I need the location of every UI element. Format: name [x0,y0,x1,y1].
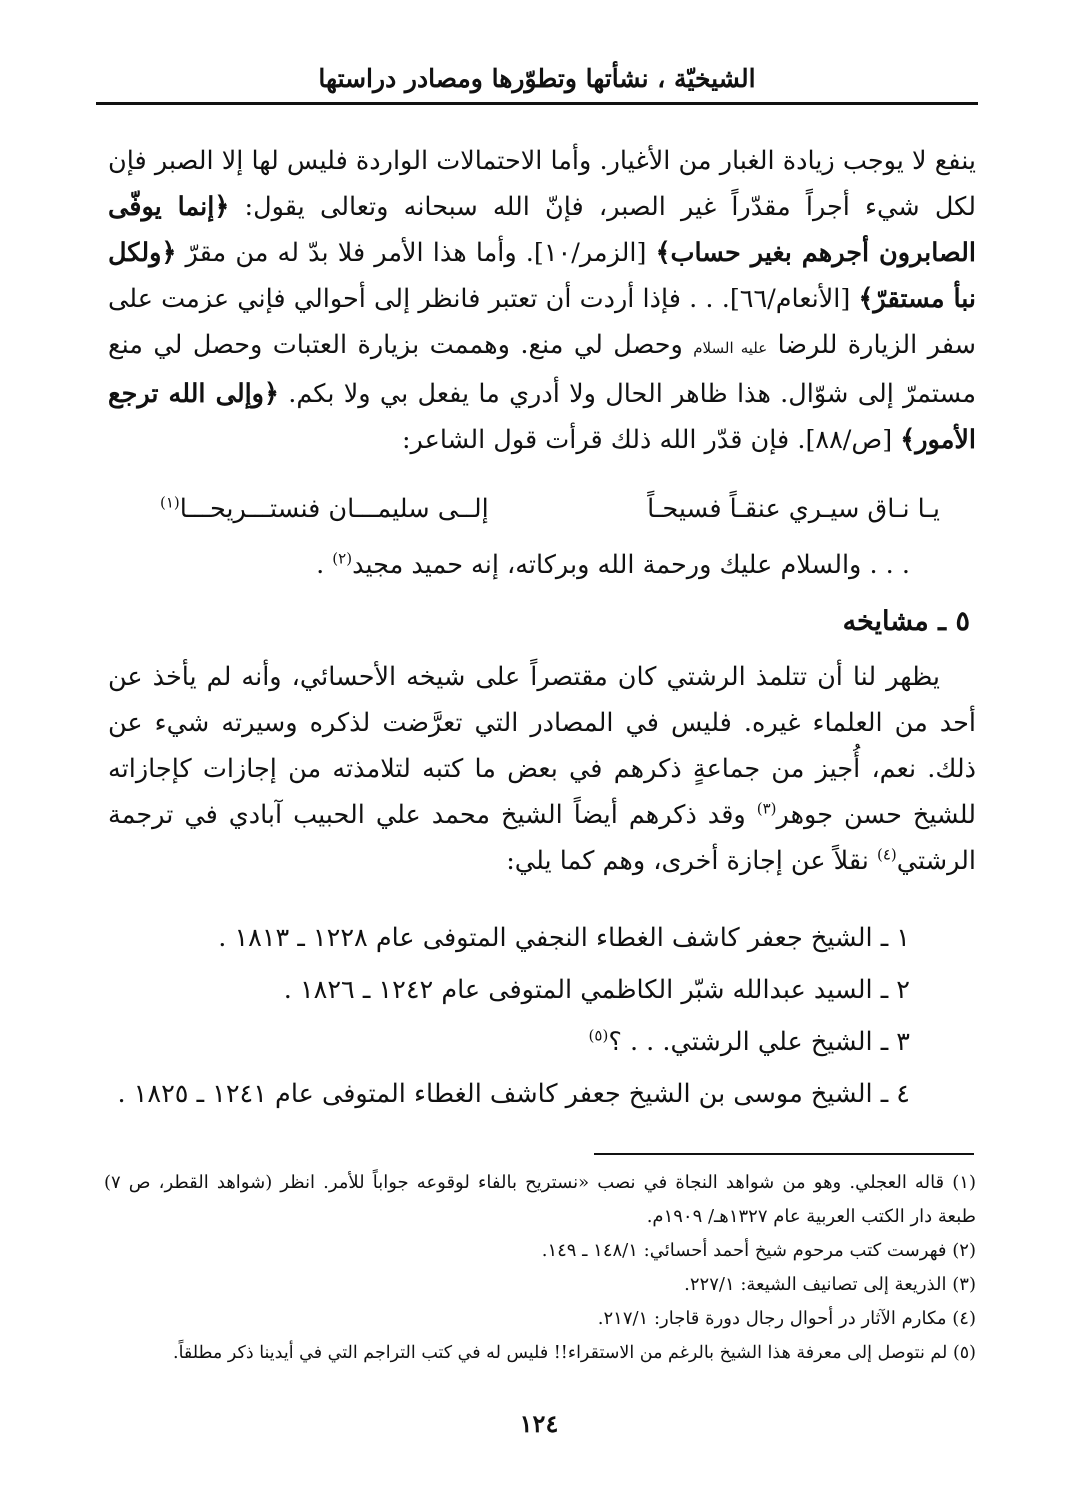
verse-hemistich-2: إلــى سليمـــان فنستـــريحـــا [179,494,489,524]
closing-text: . . . والسلام عليك ورحمة الله وبركاته، إنه حميد مجيد [352,550,910,580]
footnote-number: (١) [952,1172,976,1193]
paragraph-1-text-1: ينفع لا يوجب زيادة الغبار من الأغيار. وأما الاحتمالات الواردة فليس لها إلا الصبر فإن لكل شيء أجراً مقدّراً غير الصبر، فإنّ الله سبحانه وتعالى يقول: [108,146,976,222]
footnote-item [104,1234,976,1268]
footnote-item [104,1166,976,1234]
paragraph-1-text-2: . وأما هذا الأمر فلا بدّ له من مقرّ [176,238,534,268]
paragraph-2 [108,654,976,884]
footnote-ref-2: (٢) [332,549,353,568]
footnote-item [104,1268,976,1302]
list-item: ٣ ـ الشيخ علي الرشتي. . . ؟$^{(٥)}$ [588,1026,910,1057]
paragraph-1-text-4: وحصل لي منع. وهممت بزيارة العتبات وحصل لي منع مستمرّ إلى شوّال. هذا ظاهر الحال ولا أدري ما يفعل بي ولا بكم. [108,330,976,409]
paragraph-1-text-3: . . . فإذا أردت أن تعتبر فانظر إلى أحوالي فإني عزمت على سفر الزيارة للرضا [108,284,977,360]
list-item: ٤ ـ الشيخ موسى بن الشيخ جعفر كاشف الغطاء المتوفى عام ١٢٤١ ـ ١٨٢٥ . [117,1079,910,1109]
footnote-text: مكارم الآثار در أحوال رجال دورة قاجار: ٢١٧/١. [597,1308,947,1329]
footnote-number: (٣) [952,1274,976,1295]
footnote-text: فهرست كتب مرحوم شيخ أحمد أحسائي: ١٤٨/١ ـ ١٤٩. [541,1240,947,1261]
header-rule [96,102,978,105]
verse-hemistich-2-wrap [160,488,489,530]
honorific-ligature: عليه السلام [693,339,768,357]
footnote-rule [594,1153,974,1155]
teachers-paragraph [108,654,976,884]
quran-quote-1: ﴿إنما يوفّى الصابرون أجرهم بغير حساب﴾ [108,192,976,268]
footnote-number: (٤) [952,1308,976,1329]
teachers-list [117,912,910,1120]
footnote-text: الذريعة إلى تصانيف الشيعة: ٢٢٧/١. [684,1274,947,1295]
paragraph-2-text-1: يظهر لنا أن تتلمذ الرشتي كان مقتصراً على شيخه الأحسائي، وأنه لم يأخذ عن أحد من العلماء غيره. فليس في المصادر التي تعرَّضت لذكره وسيرته شيء عن ذلك. نعم، أُجيز من جماعةٍ ذكرهم في بعض ما كتبه لتلامذته من إجازات كإجازاته للشيخ حسن جوهر [108,662,977,830]
quran-quote-3: ﴿وإلى الله ترجع الأمور﴾ [108,379,976,455]
section-title: ٥ ـ مشايخه [842,606,970,637]
closing-end: . [316,550,333,580]
verse-hemistich-1: يـا نـاق سيـري عنقـاً فسيحـاً [647,494,940,524]
letter-excerpt [108,138,976,463]
paragraph-1 [108,138,976,463]
list-item: ٢ ـ السيد عبدالله شبّر الكاظمي المتوفى عام ١٢٤٢ ـ ١٨٢٦ . [283,975,910,1005]
footnote-text: قاله العجلي. وهو من شواهد النجاة في نصب «نستريح بالفاء لوقوعه جواباً للأمر. انظر (شواهد القطر، ص ٧) طبعة دار الكتب العربية عام ١٣٢٧هـ/ ١٩٠٩م. [104,1172,976,1227]
quran-reference-1: [الزمر/١٠] [533,238,656,268]
footnote-ref-1: (١) [160,493,180,512]
quran-reference-3: [ص/٨٨] [805,425,901,455]
footnote-ref-4: (٤) [876,845,897,864]
footnote-text: لم نتوصل إلى معرفة هذا الشيخ بالرغم من الاستقراء!! فليس له في كتب التراجم التي في أيدينا ذكر مطلقاً. [173,1343,948,1363]
paragraph-2-text-3: نقلاً عن إجازة أخرى، وهم كما يلي: [506,846,877,876]
footnote-number: (٥) [952,1343,976,1363]
list-item: ١ ـ الشيخ جعفر كاشف الغطاء النجفي المتوفى عام ١٢٢٨ ـ ١٨١٣ . [218,923,910,953]
quran-reference-2: [الأنعام/٦٦] [729,284,859,314]
paragraph-1-text-5: . فإن قدّر الله ذلك قرأت قول الشاعر: [401,425,806,455]
paragraph-2-text-2: وقد ذكرهم أيضاً الشيخ محمد علي الحبيب آبادي في ترجمة الرشتي [108,800,976,876]
page-number: ١٢٤ [519,1409,559,1438]
poetry-verse [160,488,940,530]
footnote-ref-3: (٣) [756,799,777,818]
footnotes [104,1166,976,1370]
running-head: الشيخيّة ، نشأتها وتطوّرها ومصادر دراستها [318,64,756,93]
footnote-item [104,1336,976,1370]
closing-salutation [316,544,910,586]
footnote-ref-5: (٥) [588,1026,609,1045]
footnote-item [104,1302,976,1336]
footnote-number: (٢) [952,1240,976,1261]
quran-quote-2: ﴿ولكل نبأ مستقرّ﴾ [108,238,977,314]
